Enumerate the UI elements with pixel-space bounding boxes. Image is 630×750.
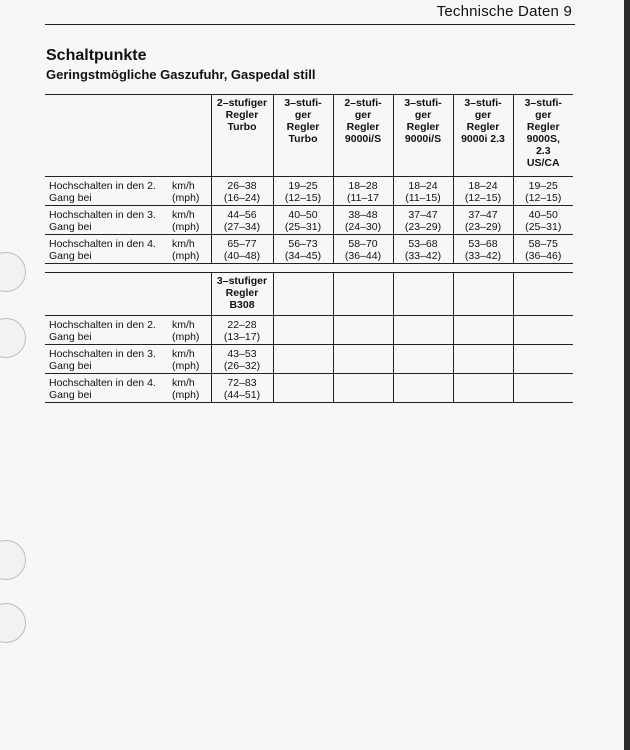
column-header: 3–stufi- ger Regler 9000S, 2.3 US/CA bbox=[513, 95, 573, 177]
table-row: Hochschalten in den 4. Gang bei km/h (mph) 65–77 (40–48) 56–73 (34–45) 58–70 (36–44) 53–68 (33–42) 53–68 (33–42) 58–75 (36–46) bbox=[45, 235, 573, 264]
table-row: Hochschalten in den 3. Gang bei km/h (mph) 44–56 (27–34) 40–50 (25–31) 38–48 (24–30) 37–47 (23–29) 37–47 (23–29) 40–50 (25–31) bbox=[45, 206, 573, 235]
table-header-row bbox=[45, 95, 573, 177]
shift-points-table bbox=[45, 94, 573, 264]
table-row: Hochschalten in den 2. Gang bei km/h (mph) 26–38 (16–24) 19–25 (12–15) 18–28 (11–17 18–24 (11–15) 18–24 (12–15) 19–25 (12–15) bbox=[45, 177, 573, 206]
section-subtitle: Geringstmögliche Gaszufuhr, Gaspedal still bbox=[46, 67, 316, 82]
column-header: 3–stufi- ger Regler Turbo bbox=[273, 95, 333, 177]
punch-hole bbox=[0, 603, 26, 643]
page-header-title: Technische Daten 9 bbox=[436, 3, 572, 20]
table-row: Hochschalten in den 2. Gang bei km/h (mph) 22–28 (13–17) bbox=[45, 316, 573, 345]
punch-hole bbox=[0, 318, 26, 358]
page-edge bbox=[624, 0, 630, 750]
table-header-row bbox=[45, 273, 573, 316]
section-title: Schaltpunkte bbox=[46, 47, 147, 64]
column-header: 3–stufi- ger Regler 9000i/S bbox=[393, 95, 453, 177]
header-rule bbox=[45, 24, 575, 25]
column-header: 2–stufi- ger Regler 9000i/S bbox=[333, 95, 393, 177]
table-row: Hochschalten in den 3. Gang bei km/h (mph) 43–53 (26–32) bbox=[45, 345, 573, 374]
punch-hole bbox=[0, 540, 26, 580]
column-header: 3–stufiger Regler B308 bbox=[211, 273, 273, 316]
column-header: 3–stufi- ger Regler 9000i 2.3 bbox=[453, 95, 513, 177]
shift-points-table-b308 bbox=[45, 272, 573, 403]
table-row: Hochschalten in den 4. Gang bei km/h (mph) 72–83 (44–51) bbox=[45, 374, 573, 403]
punch-hole bbox=[0, 252, 26, 292]
column-header: 2–stufiger Regler Turbo bbox=[211, 95, 273, 177]
